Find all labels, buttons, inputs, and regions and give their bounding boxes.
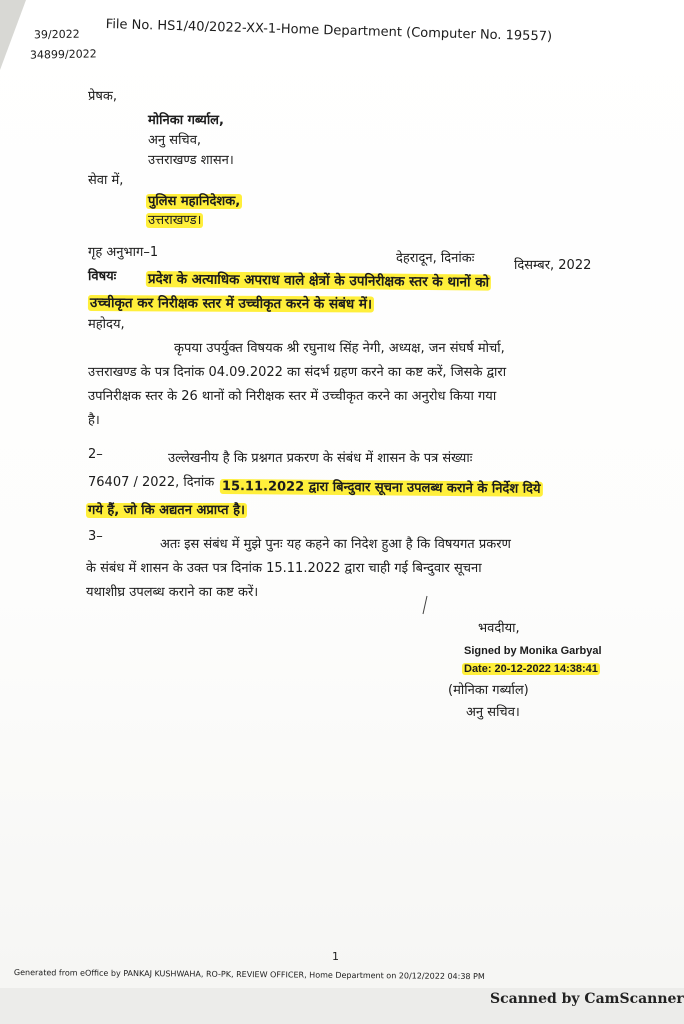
para2-line-2a: 76407 / 2022, दिनांक [88, 475, 215, 490]
place-date: देहरादून, दिनांकः [396, 251, 475, 266]
pen-mark [420, 594, 430, 616]
recipient-name-highlight: पुलिस महानिदेशक, [148, 194, 241, 209]
subject-line-1-highlight: प्रदेश के अत्याधिक अपराध वाले क्षेत्रों के उपनिरीक्षक स्तर के थानों को [147, 271, 490, 291]
scanner-footer [0, 988, 684, 1024]
recipient-name [146, 193, 242, 211]
sender-name: मोनिका गर्ब्याल, [148, 113, 224, 128]
sender-label: प्रेषक, [88, 89, 118, 104]
salutation: महोदय, [88, 317, 125, 332]
sender-office: उत्तराखण्ड शासन। [148, 153, 234, 168]
section-name: गृह अनुभाग–1 [88, 245, 159, 260]
para3-line-2: के संबंध में शासन के उक्त पत्र दिनांक 15.11.2022 द्वारा चाही गई बिन्दुवार सूचना [86, 561, 482, 576]
digital-signature: Signed by Monika Garbyal [464, 645, 602, 657]
para3-line-3: यथाशीघ्र उपलब्ध कराने का कष्ट करें। [86, 585, 259, 600]
sender-designation: अनु सचिव, [148, 133, 202, 148]
recipient-state-highlight: उत्तराखण्ड। [148, 213, 202, 228]
signatory-name: (मोनिका गर्ब्याल) [448, 683, 529, 698]
para1-line-3: उपनिरीक्षक स्तर के 26 थानों को निरीक्षक स्तर में उच्चीकृत करने का अनुरोध किया गया [88, 389, 497, 404]
recipient-label: सेवा में, [88, 173, 124, 188]
para1-line-1: कृपया उपर्युक्त विषयक श्री रघुनाथ सिंह नेगी, अध्यक्ष, जन संघर्ष मोर्चा, [174, 341, 505, 356]
ref-number-top: 39/2022 [33, 27, 80, 42]
generated-note: Generated from eOffice by PANKAJ KUSHWAHA, RO-PK, REVIEW OFFICER, Home Department on 20/12/2022 04:38 PM [13, 967, 485, 982]
letter-date: दिसम्बर, 2022 [514, 258, 592, 273]
para2-line-3 [86, 502, 247, 520]
subject-line-2-highlight: उच्चीकृत कर निरीक्षक स्तर में उच्चीकृत करने के संबंध में। [89, 295, 373, 313]
file-number: File No. HS1/40/2022-XX-1-Home Department (Computer No. 19557) [105, 16, 553, 45]
para2-number: 2– [88, 447, 103, 462]
para2-line-1: उल्लेखनीय है कि प्रश्नगत प्रकरण के संबंध में शासन के पत्र संख्याः [168, 451, 473, 466]
para2-line-2b-highlight: 15.11.2022 द्वारा बिन्दुवार सूचना उपलब्ध कराने के निर्देश दिये [221, 479, 541, 497]
para3-number: 3– [88, 529, 103, 544]
camscanner-watermark: Scanned by CamScanner [490, 991, 684, 1007]
signature-date-highlight: Date: 20-12-2022 14:38:41 [464, 663, 598, 675]
closing: भवदीया, [478, 621, 520, 636]
subject-line-1 [146, 270, 491, 292]
subject-label: विषयः [88, 269, 117, 284]
para3-line-1: अतः इस संबंध में मुझे पुनः यह कहने का निदेश हुआ है कि विषयगत प्रकरण [160, 537, 511, 552]
page-number: 1 [332, 950, 339, 963]
ref-number-bottom: 34899/2022 [29, 47, 97, 62]
signature-date [462, 660, 600, 678]
para2-line-3-highlight: गये हैं, जो कि अद्यतन अप्राप्त है। [88, 503, 245, 518]
para1-line-2: उत्तराखण्ड के पत्र दिनांक 04.09.2022 का संदर्भ ग्रहण करने का कष्ट करें, जिसके द्वारा [88, 365, 507, 380]
recipient-state [146, 212, 203, 230]
subject-line-2 [88, 294, 374, 313]
para2-line-2b [220, 478, 543, 499]
para1-line-4: है। [88, 413, 100, 428]
signatory-designation: अनु सचिव। [466, 705, 520, 720]
folded-corner [0, 0, 26, 70]
